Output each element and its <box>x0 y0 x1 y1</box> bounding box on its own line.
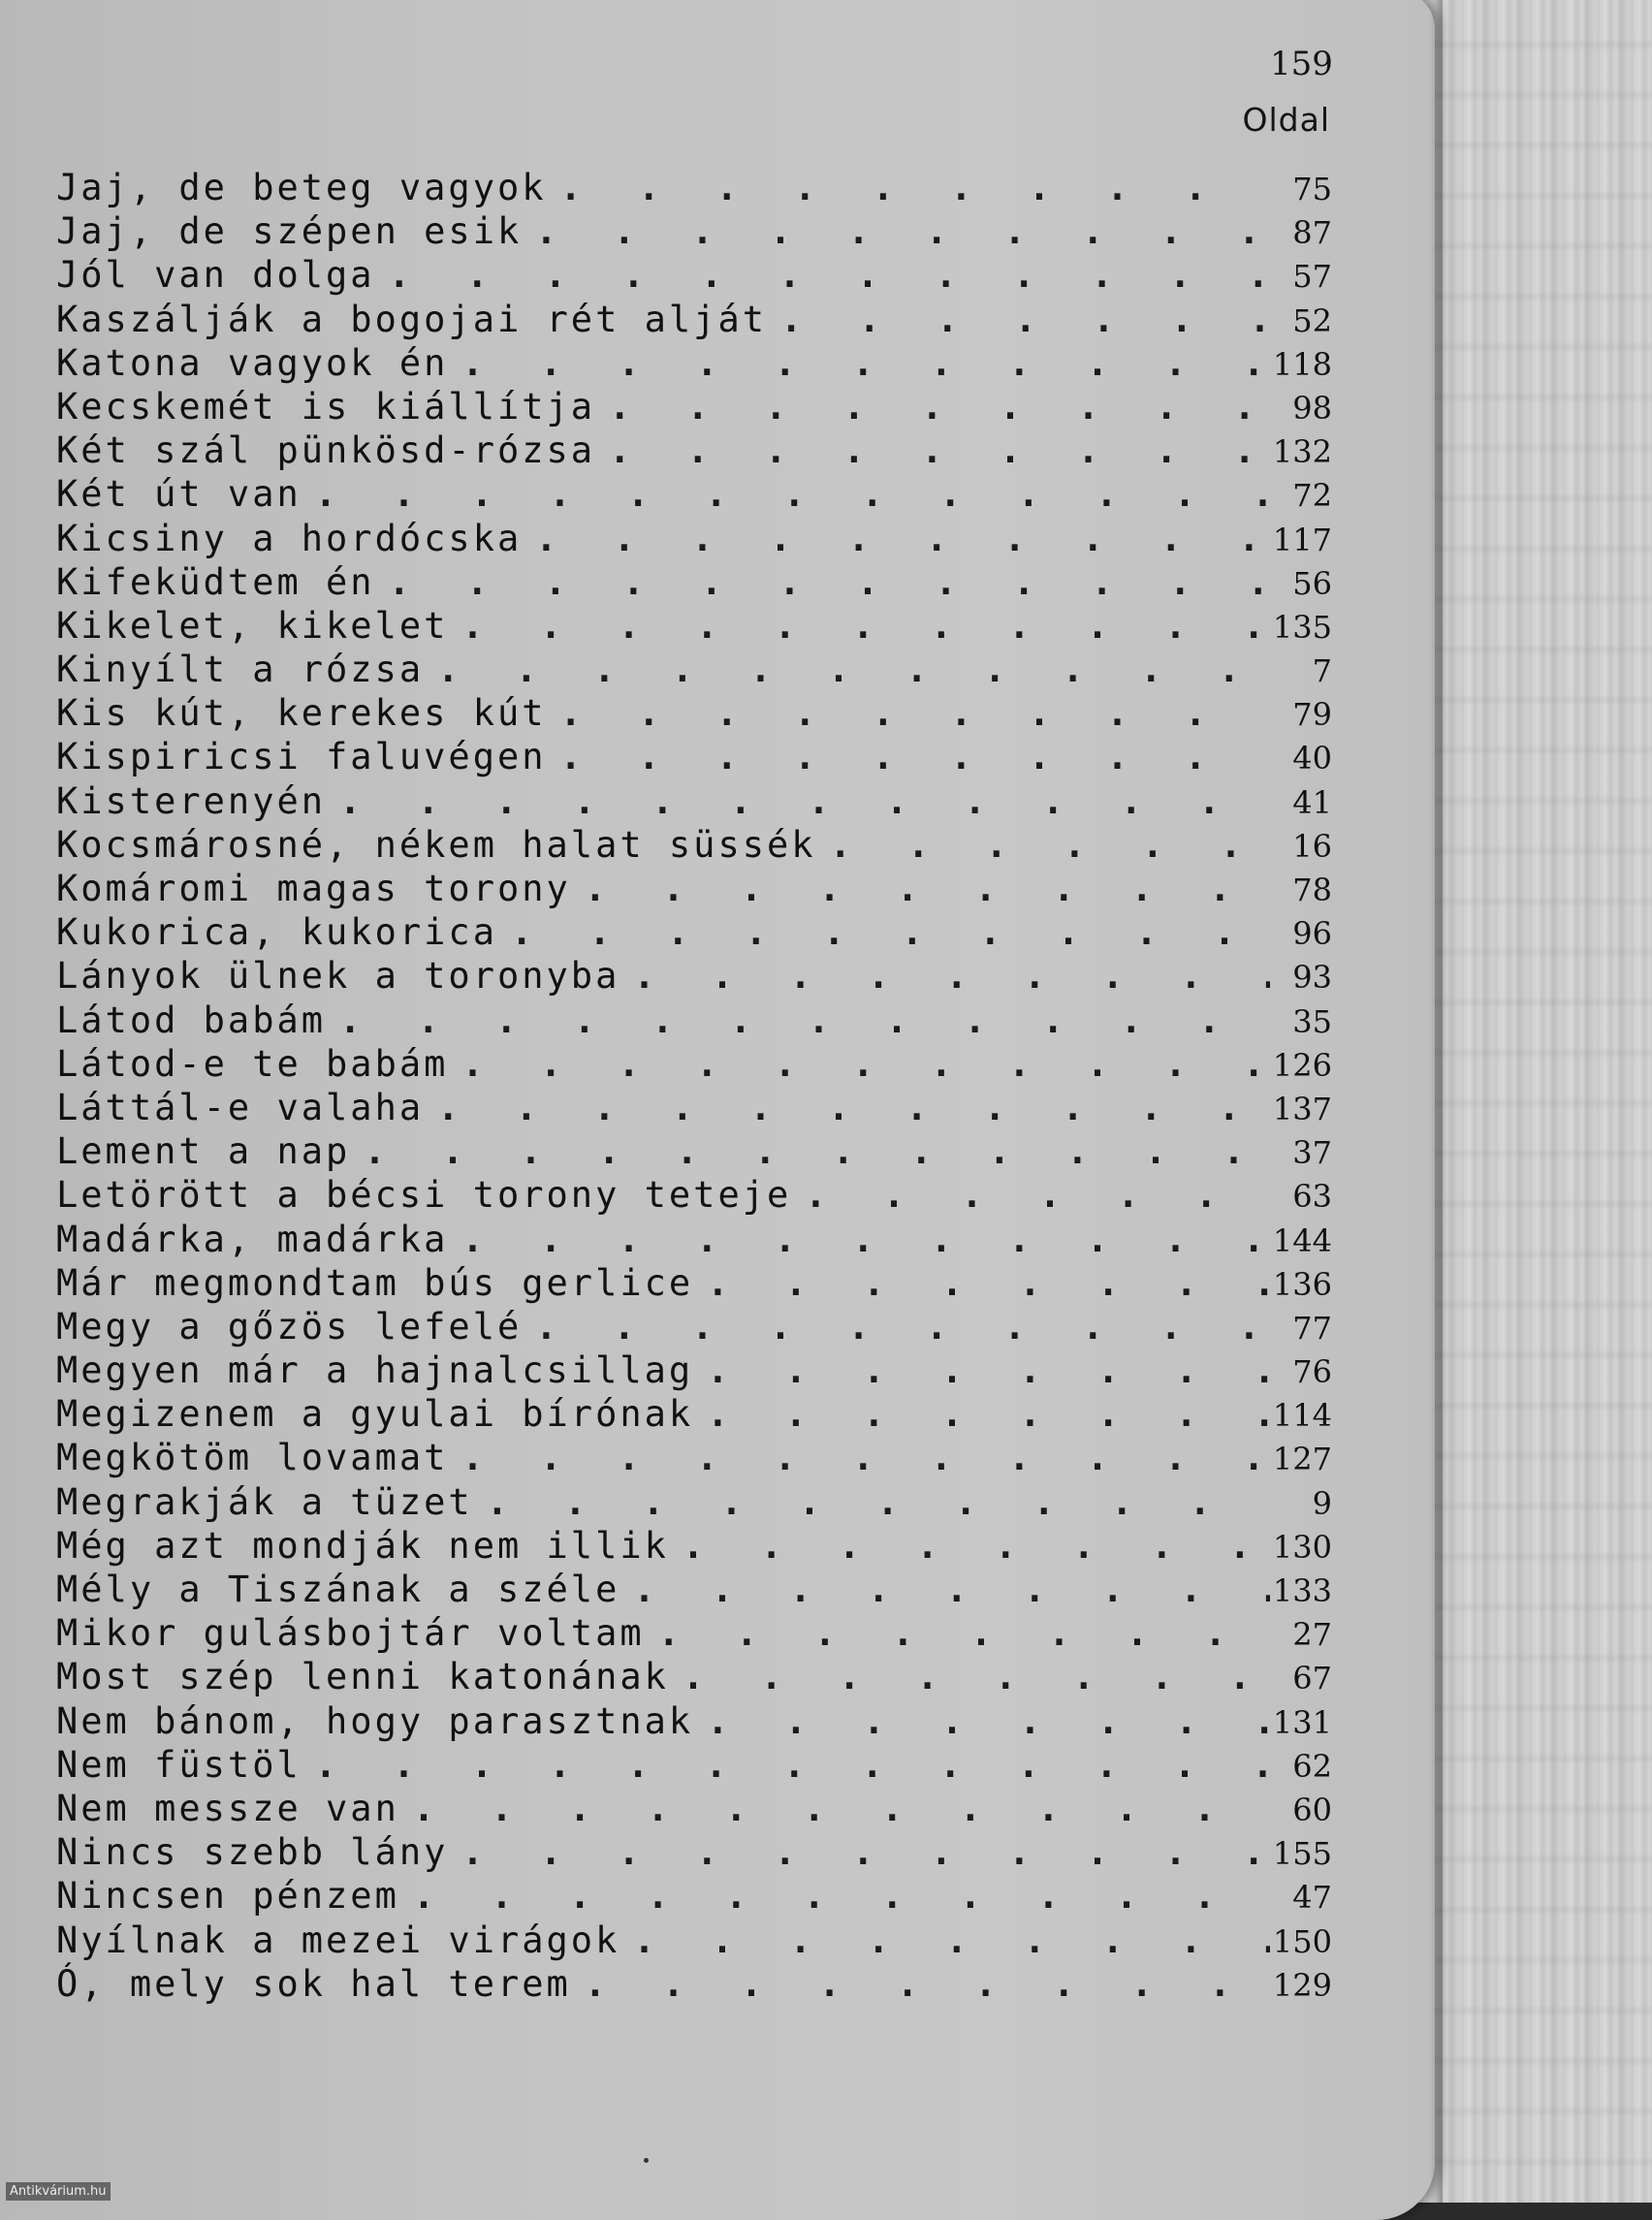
toc-entry-title: Most szép lenni katonának <box>56 1656 669 1698</box>
toc-entry-page: 77 <box>1292 1309 1332 1347</box>
toc-entry <box>56 1656 1332 1699</box>
toc-entry-page: 27 <box>1292 1616 1332 1654</box>
toc-dot-leader <box>535 210 1270 252</box>
toc-entry <box>56 1963 1332 2007</box>
toc-entry-title: Kikelet, kikelet <box>56 604 449 647</box>
toc-entry-page: 133 <box>1272 1572 1332 1609</box>
toc-entry-page: 96 <box>1292 915 1332 953</box>
toc-entry-title: Mikor gulásbojtár voltam <box>56 1612 645 1655</box>
toc-entry-title: Megizenem a gyulai bírónak <box>56 1393 694 1436</box>
toc-entry <box>56 1393 1332 1437</box>
toc-dot-leader <box>461 605 1270 647</box>
toc-entry-page: 117 <box>1272 521 1332 558</box>
toc-entry-page: 144 <box>1272 1221 1332 1259</box>
toc-entry-page: 129 <box>1272 1966 1332 2004</box>
toc-dot-leader <box>535 518 1270 559</box>
toc-entry-page: 76 <box>1292 1353 1332 1391</box>
page-number: 159 <box>1270 45 1333 83</box>
toc-dot-leader <box>609 386 1270 428</box>
toc-entry <box>56 999 1332 1043</box>
toc-entry-title: Mély a Tiszának a széle <box>56 1569 620 1610</box>
toc-dot-leader <box>560 167 1270 208</box>
toc-entry-page: 67 <box>1292 1660 1332 1697</box>
toc-entry-page: 7 <box>1312 652 1332 690</box>
toc-entry-title: Megyen már a hajnalcsillag <box>56 1349 694 1392</box>
toc-entry <box>56 1525 1332 1569</box>
toc-entry <box>56 1919 1332 1963</box>
toc-entry-page: 93 <box>1292 959 1332 997</box>
toc-entry <box>56 911 1332 955</box>
toc-dot-leader <box>805 1174 1270 1216</box>
toc-entry <box>56 1306 1332 1349</box>
toc-entry <box>56 1744 1332 1788</box>
toc-entry-title: Látod babám <box>56 999 327 1041</box>
toc-entry-title: Nem füstöl <box>56 1743 302 1786</box>
toc-entry-title: Már megmondtam bús gerlice <box>56 1261 694 1304</box>
toc-entry <box>56 1612 1332 1656</box>
toc-entry <box>56 692 1332 736</box>
toc-dot-leader <box>315 473 1270 515</box>
toc-dot-leader <box>707 1700 1270 1742</box>
toc-dot-leader <box>633 1919 1270 1961</box>
toc-entry <box>56 342 1332 386</box>
toc-dot-leader <box>511 911 1270 953</box>
toc-entry-title: Komáromi magas torony <box>56 868 571 909</box>
toc-dot-leader <box>830 824 1270 866</box>
toc-dot-leader <box>389 561 1270 603</box>
toc-entry-title: Nem bánom, hogy parasztnak <box>56 1699 694 1742</box>
toc-entry-page: 52 <box>1292 301 1332 339</box>
toc-entry-page: 78 <box>1292 872 1332 908</box>
toc-entry <box>56 1219 1332 1262</box>
toc-dot-leader <box>707 1262 1270 1304</box>
toc-entry-title: Látod-e te babám <box>56 1042 449 1085</box>
toc-entry <box>56 1087 1332 1130</box>
toc-entry-title: Kisterenyén <box>56 779 327 822</box>
toc-entry <box>56 649 1332 692</box>
toc-entry-title: Láttál-e valaha <box>56 1086 425 1128</box>
toc-entry-page: 136 <box>1272 1265 1332 1303</box>
toc-entry-title: Jól van dolga <box>56 254 375 297</box>
toc-dot-leader <box>487 1481 1270 1523</box>
toc-dot-leader <box>633 955 1270 997</box>
toc-dot-leader <box>780 299 1270 340</box>
toc-entry <box>56 736 1332 779</box>
toc-entry-title: Nincs szebb lány <box>56 1831 449 1874</box>
toc-entry <box>56 1569 1332 1612</box>
toc-entry <box>56 167 1332 210</box>
toc-entry-title: Kis kút, kerekes kút <box>56 692 547 735</box>
toc-entry-page: 62 <box>1292 1747 1332 1785</box>
toc-entry <box>56 1788 1332 1831</box>
toc-entry-page: 37 <box>1292 1134 1332 1172</box>
toc-entry-page: 75 <box>1292 171 1332 207</box>
toc-entry-title: Madárka, madárka <box>56 1218 449 1260</box>
toc-entry <box>56 299 1332 342</box>
toc-entry-page: 40 <box>1292 740 1332 777</box>
toc-entry <box>56 1437 1332 1480</box>
toc-dot-leader <box>658 1612 1270 1654</box>
toc-dot-leader <box>707 1393 1270 1435</box>
toc-entry-page: 16 <box>1292 827 1332 865</box>
toc-entry <box>56 1700 1332 1744</box>
toc-entry-title: Kispiricsi faluvégen <box>56 736 547 778</box>
toc-entry-title: Jaj, de beteg vagyok <box>56 167 547 208</box>
toc-entry-page: 135 <box>1272 608 1332 646</box>
toc-dot-leader <box>633 1569 1270 1610</box>
toc-entry-page: 126 <box>1272 1046 1332 1084</box>
toc-entry-page: 131 <box>1272 1703 1332 1741</box>
toc-entry <box>56 1043 1332 1087</box>
toc-entry-page: 60 <box>1292 1791 1332 1828</box>
toc-dot-leader <box>413 1875 1270 1917</box>
toc-entry-title: Megrakják a tüzet <box>56 1480 473 1523</box>
toc-entry-page: 132 <box>1272 433 1332 471</box>
toc-entry-title: Kicsiny a hordócska <box>56 517 523 559</box>
toc-dot-leader <box>461 1437 1270 1478</box>
toc-entry <box>56 1349 1332 1393</box>
toc-entry <box>56 955 1332 999</box>
toc-dot-leader <box>560 736 1270 777</box>
toc-entry-page: 150 <box>1272 1922 1332 1960</box>
toc-entry-page: 130 <box>1272 1528 1332 1566</box>
toc-entry <box>56 1875 1332 1919</box>
toc-entry <box>56 210 1332 254</box>
toc-entry-page: 56 <box>1292 564 1332 602</box>
toc-entry-page: 57 <box>1292 258 1332 296</box>
toc-dot-leader <box>437 1087 1270 1128</box>
toc-dot-leader <box>683 1656 1270 1697</box>
watermark-label: Antikvárium.hu <box>6 2182 111 2201</box>
toc-entry <box>56 429 1332 473</box>
toc-dot-leader <box>585 868 1270 909</box>
toc-dot-leader <box>560 692 1270 734</box>
toc-entry-title: Nincsen pénzem <box>56 1875 399 1918</box>
toc-entry-page: 41 <box>1292 783 1332 821</box>
toc-entry <box>56 868 1332 911</box>
toc-entry <box>56 561 1332 605</box>
toc-entry-title: Lányok ülnek a toronyba <box>56 955 620 998</box>
toc-entry-title: Letörött a bécsi torony teteje <box>56 1174 792 1217</box>
toc-entry-title: Kaszálják a bogojai rét alját <box>56 298 768 340</box>
toc-entry-title: Katona vagyok én <box>56 341 449 384</box>
toc-entry-page: 137 <box>1272 1090 1332 1127</box>
toc-entry-page: 114 <box>1272 1397 1332 1435</box>
toc-dot-leader <box>437 649 1270 690</box>
toc-dot-leader <box>461 1219 1270 1260</box>
toc-dot-leader <box>413 1788 1270 1829</box>
toc-entry-page: 155 <box>1272 1835 1332 1873</box>
toc-dot-leader <box>339 780 1270 822</box>
toc-entry-page: 72 <box>1292 477 1332 515</box>
toc-entry-title: Két út van <box>56 473 302 516</box>
toc-entry-page: 47 <box>1292 1879 1332 1917</box>
toc-entry <box>56 1481 1332 1525</box>
toc-dot-leader <box>683 1525 1270 1567</box>
toc-entry <box>56 824 1332 868</box>
toc-entry <box>56 473 1332 517</box>
toc-entry-title: Jaj, de szépen esik <box>56 210 523 253</box>
toc-entry-page: 63 <box>1292 1178 1332 1216</box>
toc-entry-title: Megkötöm lovamat <box>56 1437 449 1479</box>
toc-entry <box>56 1262 1332 1306</box>
toc-entry <box>56 254 1332 298</box>
toc-entry-page: 118 <box>1272 345 1332 383</box>
toc-dot-leader <box>461 1831 1270 1873</box>
toc-entry-title: Megy a gőzös lefelé <box>56 1305 523 1348</box>
page-column-header: Oldal <box>1242 101 1330 139</box>
toc-dot-leader <box>339 999 1270 1041</box>
toc-dot-leader <box>585 1963 1270 2005</box>
toc-entry-title: Lement a nap <box>56 1130 351 1173</box>
toc-dot-leader <box>609 429 1270 471</box>
page-edge-shadow <box>1429 0 1443 2203</box>
toc-entry-page: 87 <box>1292 214 1332 252</box>
toc-entry-title: Kinyílt a rózsa <box>56 649 425 691</box>
toc-entry <box>56 386 1332 429</box>
toc-dot-leader <box>315 1744 1270 1786</box>
toc-entry-title: Két szál pünkösd-rózsa <box>56 429 596 472</box>
toc-entry-page: 98 <box>1292 389 1332 427</box>
toc-entry-title: Kukorica, kukorica <box>56 911 497 954</box>
toc-entry <box>56 780 1332 824</box>
toc-entry-title: Még azt mondják nem illik <box>56 1524 669 1567</box>
toc-entry-title: Kocsmárosné, nékem halat süssék <box>56 823 816 866</box>
toc-entry <box>56 518 1332 561</box>
toc-entry-title: Kecskemét is kiállítja <box>56 385 596 428</box>
table-of-contents <box>56 167 1332 2007</box>
toc-entry-title: Nem messze van <box>56 1787 399 1829</box>
toc-dot-leader <box>364 1130 1270 1172</box>
toc-entry <box>56 1831 1332 1875</box>
toc-entry-page: 35 <box>1292 1002 1332 1040</box>
toc-dot-leader <box>535 1306 1270 1348</box>
toc-entry-title: Nyílnak a mezei virágok <box>56 1919 620 1961</box>
toc-dot-leader <box>461 1043 1270 1085</box>
toc-entry-page: 127 <box>1272 1441 1332 1478</box>
toc-dot-leader <box>707 1349 1270 1391</box>
toc-entry <box>56 1130 1332 1174</box>
toc-dot-leader <box>389 254 1270 296</box>
toc-entry-page: 79 <box>1292 696 1332 734</box>
toc-entry-title: Kifeküdtem én <box>56 560 375 603</box>
toc-dot-leader <box>461 342 1270 384</box>
toc-entry <box>56 1174 1332 1218</box>
toc-entry-title: Ó, mely sok hal terem <box>56 1962 571 2005</box>
toc-entry <box>56 605 1332 649</box>
paper-speck <box>644 2158 649 2163</box>
toc-entry-page: 9 <box>1312 1484 1332 1522</box>
